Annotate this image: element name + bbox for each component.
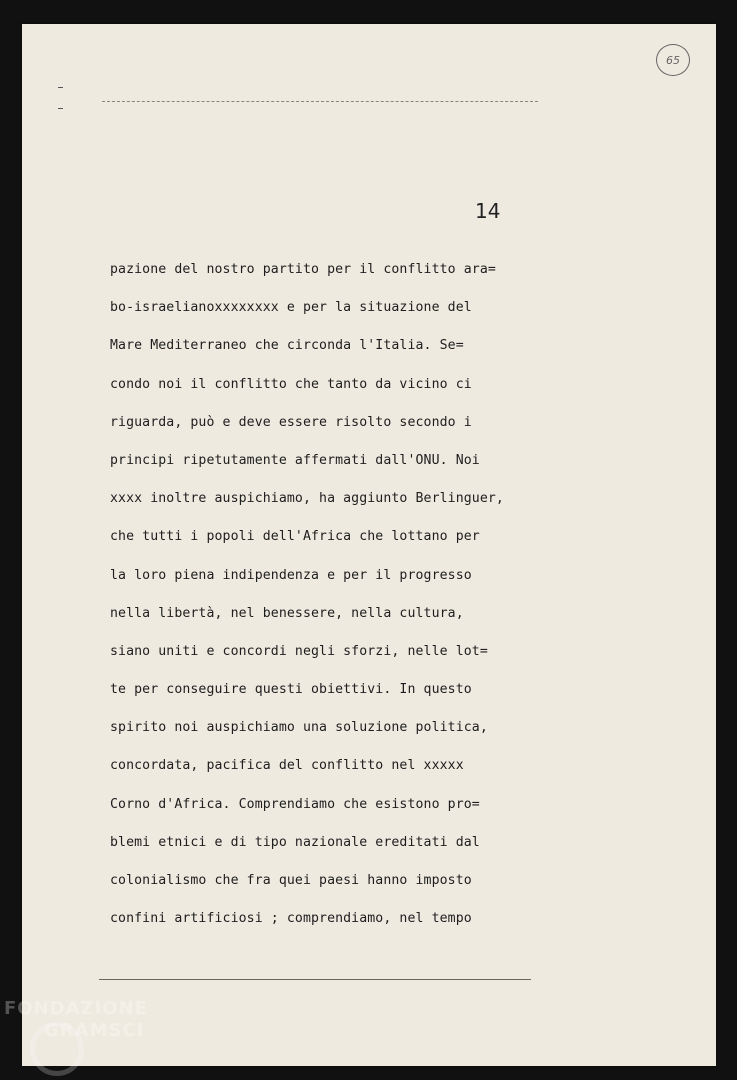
page-number: 14 — [475, 199, 501, 223]
text-line: che tutti i popoli dell'Africa che lottano per — [110, 529, 480, 545]
watermark-line1: FONDAZIONE — [4, 998, 148, 1019]
text-line: principi ripetutamente affermati dall'ONU. Noi — [110, 452, 480, 468]
text-line: bo-israelianoxxxxxxxx e per la situazione del — [110, 300, 472, 316]
bottom-rule — [99, 979, 531, 980]
watermark-line2: GRAMSCI — [44, 1020, 145, 1041]
document-page — [22, 24, 716, 1066]
top-rule — [102, 101, 538, 102]
watermark — [4, 998, 148, 1042]
text-line: la loro piena indipendenza e per il progresso — [110, 567, 472, 583]
text-line: xxxx inoltre auspichiamo, ha aggiunto Berlinguer, — [110, 491, 504, 507]
margin-mark — [58, 108, 63, 109]
margin-mark — [58, 87, 63, 88]
text-line: confini artificiosi ; comprendiamo, nel tempo — [110, 911, 472, 927]
archive-number-stamp: 65 — [656, 44, 690, 76]
text-line: te per conseguire questi obiettivi. In questo — [110, 682, 472, 698]
text-line: colonialismo che fra quei paesi hanno imposto — [110, 873, 472, 888]
text-line: spirito noi auspichiamo una soluzione politica, — [110, 720, 488, 736]
text-line: riguarda, può e deve essere risolto secondo i — [110, 414, 472, 430]
text-line: blemi etnici e di tipo nazionale ereditati dal — [110, 834, 480, 850]
text-line: Corno d'Africa. Comprendiamo che esistono pro= — [110, 796, 480, 812]
text-line: pazione del nostro partito per il conflitto ara= — [110, 262, 496, 277]
text-line: nella libertà, nel benessere, nella cultura, — [110, 605, 464, 621]
text-line: siano uniti e concordi negli sforzi, nelle lot= — [110, 643, 488, 659]
typed-text-body — [110, 260, 530, 947]
text-line: Mare Mediterraneo che circonda l'Italia. Se= — [110, 338, 464, 354]
text-line: condo noi il conflitto che tanto da vicino ci — [110, 376, 472, 392]
text-line: concordata, pacifica del conflitto nel xxxxx — [110, 758, 464, 774]
